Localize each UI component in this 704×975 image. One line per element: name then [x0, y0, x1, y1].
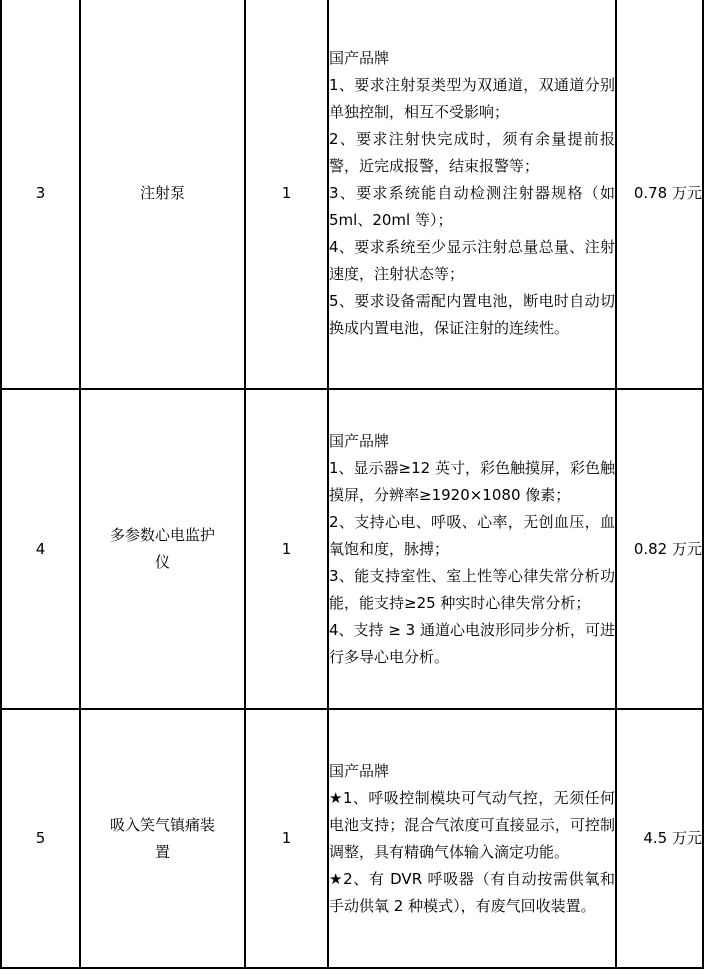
spec-line: 1、要求注射泵类型为双通道，双通道分别单独控制，相互不受影响； — [329, 76, 615, 121]
item-number: 4 — [1, 389, 80, 709]
spec-line: 3、能支持室性、室上性等心律失常分析功能，能支持≥25 种实时心律失常分析； — [329, 566, 615, 612]
item-specification — [328, 389, 616, 709]
spec-line: 国产品牌 — [329, 49, 390, 67]
spec-line: 5、要求设备需配内置电池，断电时自动切换成内置电池，保证注射的连续性。 — [329, 292, 615, 337]
item-name: 吸入笑气镇痛装置 — [80, 709, 245, 968]
item-quantity: 1 — [245, 709, 328, 968]
item-specification — [328, 709, 616, 968]
item-price: 4.5 万元 — [616, 709, 703, 968]
spec-line: 1、显示器≥12 英寸，彩色触摸屏，彩色触摸屏，分辨率≥1920×1080 像素； — [329, 458, 615, 504]
item-number: 5 — [1, 709, 80, 968]
item-specification — [328, 0, 616, 389]
spec-line: ★2、有 DVR 呼吸器（有自动按需供氧和手动供氧 2 种模式），有废气回收装置。 — [329, 869, 615, 915]
spec-line: 国产品牌 — [329, 431, 390, 450]
item-name: 注射泵 — [80, 0, 245, 389]
spec-line: 2、支持心电、呼吸、心率，无创血压，血氧饱和度，脉搏； — [329, 512, 615, 558]
item-quantity: 1 — [245, 0, 328, 389]
table-row — [1, 0, 703, 389]
spec-line: 4、要求系统至少显示注射总量总量、注射速度，注射状态等； — [329, 238, 615, 283]
spec-line: 2、要求注射快完成时，须有余量提前报警，近完成报警，结束报警等； — [329, 130, 615, 175]
item-number: 3 — [1, 0, 80, 389]
spec-line: 4、支持 ≥ 3 通道心电波形同步分析，可进行多导心电分析。 — [329, 620, 615, 666]
item-price: 0.78 万元 — [616, 0, 703, 389]
table-row — [1, 709, 703, 968]
item-quantity: 1 — [245, 389, 328, 709]
table-row — [1, 389, 703, 709]
spec-line: ★1、呼吸控制模块可气动气控，无须任何电池支持；混合气浓度可直接显示，可控制调整，具有精确气体输入滴定功能。 — [329, 788, 615, 861]
spec-line: 国产品牌 — [329, 761, 390, 780]
item-name: 多参数心电监护仪 — [80, 389, 245, 709]
spec-line: 3、要求系统能自动检测注射器规格（如 5ml、20ml 等）； — [329, 184, 615, 229]
item-price: 0.82 万元 — [616, 389, 703, 709]
